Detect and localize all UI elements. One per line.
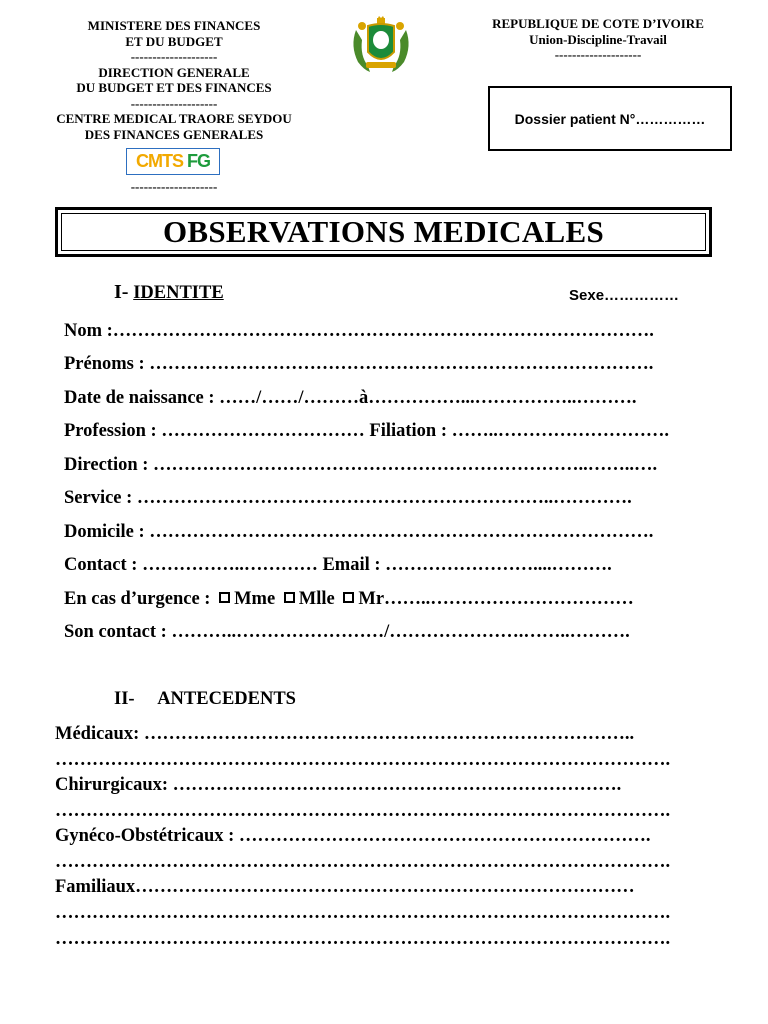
son-contact-field[interactable]: Son contact : ………..……………………/………………….……..………. xyxy=(64,622,630,642)
contact-field[interactable]: Contact : ……………..………… Email : ……………………....………. xyxy=(64,555,612,575)
section-number: I- xyxy=(114,281,129,303)
urgence-label: En cas d’urgence : xyxy=(64,589,211,609)
sexe-field[interactable]: Sexe…………… xyxy=(569,287,680,304)
country-motto: Union-Discipline-Travail xyxy=(529,31,667,47)
ministry-sep-1: -------------------- xyxy=(130,49,218,64)
section-identite-heading xyxy=(114,281,224,304)
mme-label: Mme xyxy=(234,589,276,609)
page-title: OBSERVATIONS MEDICALES xyxy=(61,213,706,251)
mr-checkbox[interactable] xyxy=(343,592,354,603)
gyneco-continuation[interactable]: ………………………………………………………………………………………. xyxy=(55,852,671,872)
republic-separator: -------------------- xyxy=(554,47,642,62)
center-line-2: DES FINANCES GENERALES xyxy=(84,126,264,142)
familiaux-continuation-2[interactable]: ………………………………………………………………………………………. xyxy=(55,929,671,949)
dossier-number-box[interactable] xyxy=(488,86,732,151)
logo-separator: -------------------- xyxy=(130,179,218,194)
service-field[interactable]: Service : …………………………………………………………..…………. xyxy=(64,488,632,508)
section-antecedents-heading xyxy=(114,689,296,710)
mlle-label: Mlle xyxy=(298,589,335,609)
cmtsfg-logo xyxy=(126,148,220,175)
chirurgicaux-continuation[interactable]: ………………………………………………………………………………………. xyxy=(55,801,671,821)
medicaux-continuation[interactable]: ………………………………………………………………………………………. xyxy=(55,750,671,770)
mr-label: Mr……..…………………………… xyxy=(358,589,634,609)
logo-fg: FG xyxy=(187,151,210,171)
familiaux-field[interactable]: Familiaux……………………………………………………………………… xyxy=(55,877,635,897)
direction-line-2: DU BUDGET ET DES FINANCES xyxy=(76,80,272,95)
dossier-label: Dossier patient N°…………… xyxy=(514,110,706,127)
chirurgicaux-field[interactable]: Chirurgicaux: ………………………………………………………………. xyxy=(55,775,622,795)
coat-of-arms-icon xyxy=(348,16,414,74)
urgence-row xyxy=(64,589,634,610)
ministry-line-2: ET DU BUDGET xyxy=(125,33,223,49)
mme-checkbox[interactable] xyxy=(219,592,230,603)
center-line-1: CENTRE MEDICAL TRAORE SEYDOU xyxy=(56,111,292,126)
direction-line-1: DIRECTION GENERALE xyxy=(98,64,250,80)
gyneco-field[interactable]: Gynéco-Obstétricaux : …………………………………………………………. xyxy=(55,826,651,846)
country-name: REPUBLIQUE DE COTE D’IVOIRE xyxy=(492,16,704,31)
logo-cmts: CMTS xyxy=(136,151,183,171)
direction-field[interactable]: Direction : ……………………………………………………………..……..…. xyxy=(64,455,658,475)
naissance-field[interactable]: Date de naissance : ……/……/………à……………...……………..………. xyxy=(64,388,637,408)
ministry-header xyxy=(30,18,318,142)
section2-number: II- xyxy=(114,689,135,709)
domicile-field[interactable]: Domicile : ………………………………………………………………………. xyxy=(64,522,654,542)
republic-header xyxy=(468,16,728,63)
familiaux-continuation-1[interactable]: ………………………………………………………………………………………. xyxy=(55,903,671,923)
prenoms-field[interactable]: Prénoms : ………………………………………………………………………. xyxy=(64,354,654,374)
medicaux-field[interactable]: Médicaux: …………………………………………………………………….. xyxy=(55,724,635,744)
mlle-checkbox[interactable] xyxy=(284,592,295,603)
section-title: IDENTITE xyxy=(133,283,224,303)
ministry-sep-2: -------------------- xyxy=(130,95,218,111)
profession-field[interactable]: Profession : …………………………… Filiation : ……..………………………. xyxy=(64,421,670,441)
nom-field[interactable]: Nom :……………………………………………………………………………. xyxy=(64,321,654,341)
ministry-line-1: MINISTERE DES FINANCES xyxy=(87,18,261,33)
title-frame xyxy=(55,207,712,257)
section2-title: ANTECEDENTS xyxy=(157,689,296,709)
